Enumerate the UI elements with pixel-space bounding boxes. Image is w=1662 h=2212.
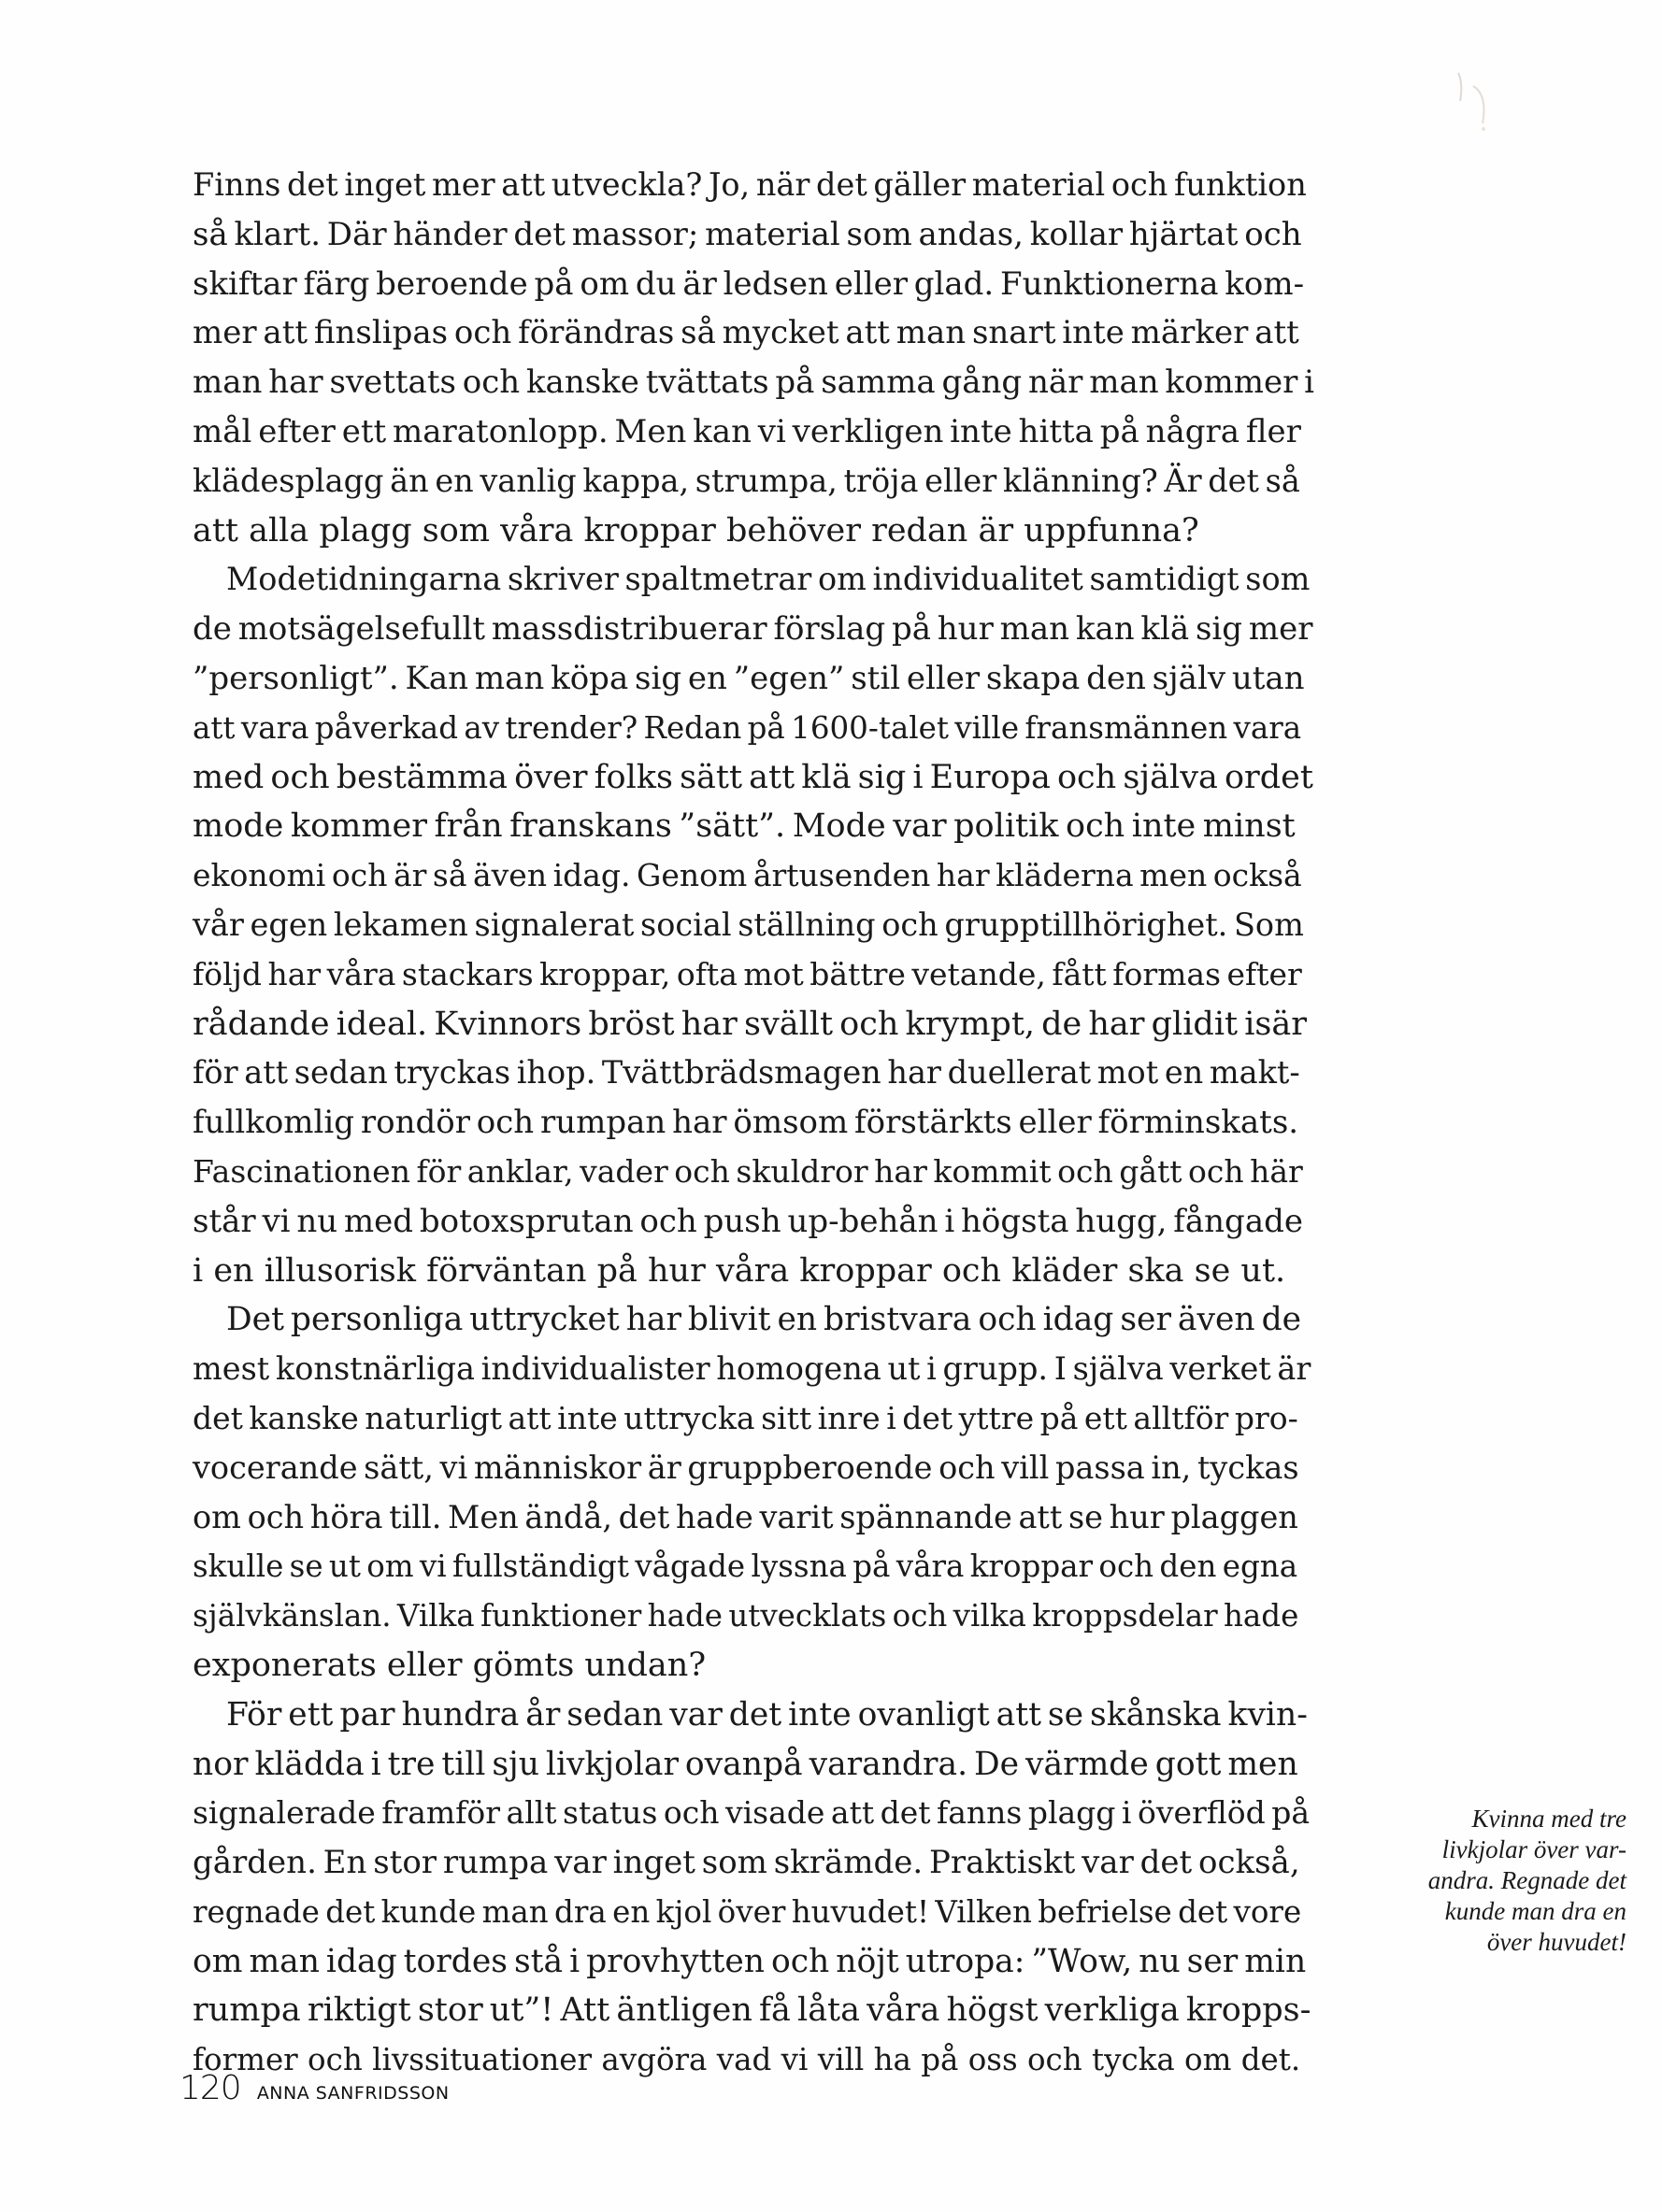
text-line: mode kommer från franskans ”sätt”. Mode var politik och inte minst [193, 807, 1296, 846]
text-line: fullkomlig rondör och rumpan har ömsom förstärkts eller förminskats. [193, 1104, 1299, 1142]
caption-line: Kvinna med tre [1471, 1805, 1626, 1833]
text-line: regnade det kunde man dra en kjol över huvudet! Vilken befrielse det vore [193, 1893, 1302, 1930]
text-line: skiftar färg beroende på om du är ledsen eller glad. Funktionerna kom- [193, 264, 1305, 303]
text-line: skulle se ut om vi fullständigt vågade lyssna på våra kroppar och den egna [193, 1548, 1298, 1585]
text-line: Fascinationen för anklar, vader och skuldror har kommit och gått och här [193, 1152, 1303, 1190]
body-text [193, 161, 1314, 2085]
text-line: vår egen lekamen signalerat social ställning och grupptillhörighet. Som [193, 906, 1304, 943]
text-line: självkänslan. Vilka funktioner hade utvecklats och vilka kroppsdelar hade [193, 1598, 1299, 1634]
text-line: vocerande sätt, vi människor är gruppberoende och vill passa in, tyckas [193, 1449, 1299, 1486]
text-line: står vi nu med botoxsprutan och push up-behån i högsta hugg, fångade [193, 1202, 1303, 1240]
text-line: former och livssituationer avgöra vad vi vill ha på oss och tycka om det. [193, 2042, 1301, 2078]
caption-line: andra. Regnade det [1427, 1866, 1626, 1894]
text-line: för att sedan tryckas ihop. Tvättbrädsmagen har duellerat mot en makt- [193, 1054, 1300, 1092]
text-line: det kanske naturligt att inte uttrycka sitt inre i det yttre på ett alltför pro- [193, 1399, 1298, 1436]
page-number: 120 [179, 2069, 241, 2107]
text-line: med och bestämma över folks sätt att klä sig i Europa och själva ordet [193, 758, 1313, 796]
text-line: rumpa riktigt stor ut”! Att äntligen få låta våra högst verkliga kropps- [193, 1991, 1311, 2030]
text-line: om och höra till. Men ändå, det hade varit spännande att se hur plaggen [193, 1498, 1298, 1535]
text-line: signalerade framför allt status och visade att det fanns plagg i överflöd på [193, 1794, 1311, 1832]
text-line: följd har våra stackars kroppar, ofta mot bättre vetande, fått formas efter [193, 955, 1302, 992]
text-line: För ett par hundra år sedan var det inte ovanligt att se skånska kvin- [226, 1695, 1308, 1734]
text-line: rådande ideal. Kvinnors bröst har svällt och krympt, de har glidit isär [193, 1005, 1307, 1043]
text-line: om man idag tordes stå i provhytten och nöjt utropa: ”Wow, nu ser min [193, 1942, 1307, 1980]
text-line: de motsägelsefullt massdistribuerar förslag på hur man kan klä sig mer [193, 610, 1313, 649]
text-line: man har svettats och kanske tvättats på samma gång när man kommer i [193, 364, 1315, 402]
text-line: ”personligt”. Kan man köpa sig en ”egen” stil eller skapa den själv utan [193, 659, 1305, 697]
pencil-mark [1445, 67, 1492, 142]
caption-line: kunde man dra en [1444, 1897, 1626, 1925]
text-line: så klart. Där händer det massor; material som andas, kollar hjärtat och [193, 215, 1302, 253]
text-line: Det personliga uttrycket har blivit en bristvara och idag ser även de [226, 1301, 1302, 1339]
text-line: Modetidningarna skriver spaltmetrar om individualitet samtidigt som [226, 561, 1311, 598]
caption-line: livkjolar över var- [1441, 1835, 1626, 1863]
text-line: Finns det inget mer att utveckla? Jo, när det gäller material och funktion [193, 166, 1307, 203]
text-line: att alla plagg som våra kroppar behöver redan är uppfunna? [193, 511, 1199, 549]
text-line: ekonomi och är så även idag. Genom årtusenden har kläderna men också [193, 857, 1302, 894]
caption-line: över huvudet! [1486, 1928, 1626, 1956]
page-footer [179, 2069, 450, 2107]
text-line: att vara påverkad av trender? Redan på 1600-talet ville fransmännen vara [193, 709, 1302, 746]
text-line: i en illusorisk förväntan på hur våra kroppar och kläder ska se ut. [193, 1251, 1286, 1290]
text-line: klädesplagg än en vanlig kappa, strumpa, tröja eller klänning? Är det så [193, 462, 1300, 499]
text-line: mål efter ett maratonlopp. Men kan vi verkligen inte hitta på några fler [193, 412, 1301, 450]
text-line: mer att finslipas och förändras så mycket att man snart inte märker att [193, 314, 1299, 352]
author-name: ANNA SANFRIDSSON [256, 2083, 450, 2104]
margin-caption [1346, 1804, 1626, 1958]
text-line: nor klädda i tre till sju livkjolar ovanpå varandra. De värmde gott men [193, 1745, 1298, 1783]
text-line: gården. En stor rumpa var inget som skrämde. Praktiskt var det också, [193, 1844, 1300, 1882]
text-line: exponerats eller gömts undan? [193, 1646, 707, 1684]
text-line: mest konstnärliga individualister homogena ut i grupp. I själva verket är [193, 1350, 1311, 1388]
